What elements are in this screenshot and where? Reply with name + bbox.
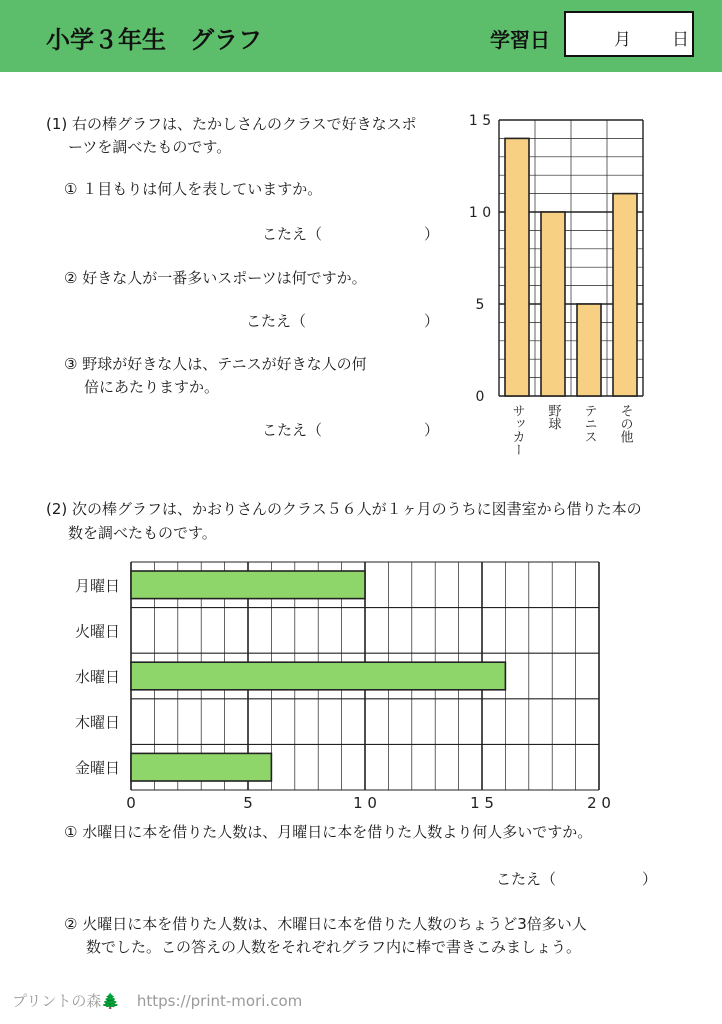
row-label: 金曜日: [74, 759, 120, 778]
page-title: 小学３年生 グラフ: [46, 26, 262, 54]
category-label: 野球: [545, 404, 561, 430]
q1-answer1: [262, 223, 440, 244]
q2-prompt-line1: (2) 次の棒グラフは、かおりさんのクラス５６人が１ヶ月のうちに図書室から借りた本の: [46, 500, 642, 518]
answer-label: こたえ（: [262, 421, 323, 439]
category-label: その他: [617, 404, 633, 443]
q1-sub2: ② 好きな人が一番多いスポーツは何ですか。: [64, 269, 367, 287]
bar-サッカー: [505, 138, 529, 396]
answer-close-paren: ）: [424, 312, 440, 330]
bar-水曜日: [131, 662, 505, 690]
row-label: 火曜日: [74, 622, 120, 641]
date-label: 学習日: [490, 28, 550, 52]
day-label: 日: [672, 30, 689, 50]
site-url[interactable]: https://print-mori.com: [136, 992, 303, 1010]
bar-月曜日: [131, 571, 365, 599]
q2-sub2-line2: 数でした。この答えの人数をそれぞれグラフ内に棒で書きこみましょう。: [86, 938, 582, 956]
answer-close-paren: ）: [424, 225, 440, 243]
footer: [12, 990, 302, 1011]
answer-label: こたえ（: [262, 225, 323, 243]
answer-label: こたえ（: [246, 312, 307, 330]
y-tick-label: 1 5: [468, 113, 492, 129]
month-label: 月: [614, 30, 631, 50]
y-tick-label: 1 0: [468, 205, 492, 221]
bar-野球: [541, 212, 565, 396]
q2-sub1: ① 水曜日に本を借りた人数は、月曜日に本を借りた人数より何人多いですか。: [64, 823, 593, 841]
x-tick-label: 5: [243, 794, 253, 812]
tree-icon: 🌲: [101, 992, 121, 1010]
category-label: サッカー: [509, 404, 525, 456]
q1-sub3-line1: ③ 野球が好きな人は、テニスが好きな人の何: [64, 355, 367, 373]
y-tick-label: 0: [475, 389, 485, 405]
answer-label: こたえ（: [496, 870, 557, 888]
q1-prompt-line2: ーツを調べたものです。: [68, 138, 232, 156]
row-label: 水曜日: [74, 668, 120, 686]
row-label: 月曜日: [74, 576, 120, 595]
q1-prompt-line1: (1) 右の棒グラフは、たかしさんのクラスで好きなスポ: [46, 115, 417, 133]
bar-テニス: [577, 304, 601, 396]
y-tick-label: 5: [475, 297, 485, 313]
q1-sub3-line2: 倍にあたりますか。: [84, 378, 220, 396]
answer-close-paren: ）: [642, 870, 658, 888]
q2-sub2-line1: ② 火曜日に本を借りた人数は、木曜日に本を借りた人数のちょうど3倍多い人: [64, 915, 587, 933]
x-tick-label: 0: [126, 794, 136, 812]
site-name: プリントの森: [12, 992, 102, 1010]
date-box: [564, 11, 694, 57]
q1-answer2: [246, 310, 440, 331]
q2-prompt-line2: 数を調べたものです。: [68, 524, 217, 542]
bar-金曜日: [131, 753, 271, 781]
x-tick-label: 1 5: [470, 794, 494, 812]
header-bar: [0, 0, 722, 72]
answer-close-paren: ）: [424, 421, 440, 439]
bar-その他: [613, 194, 637, 396]
category-label: テニス: [581, 404, 597, 443]
row-label: 木曜日: [74, 713, 120, 732]
x-tick-label: 2 0: [587, 794, 611, 812]
q1-answer3: [262, 419, 440, 440]
q1-sub1: ① １目もりは何人を表していますか。: [64, 180, 323, 198]
x-tick-label: 1 0: [353, 794, 377, 812]
q2-answer1: [496, 868, 658, 889]
